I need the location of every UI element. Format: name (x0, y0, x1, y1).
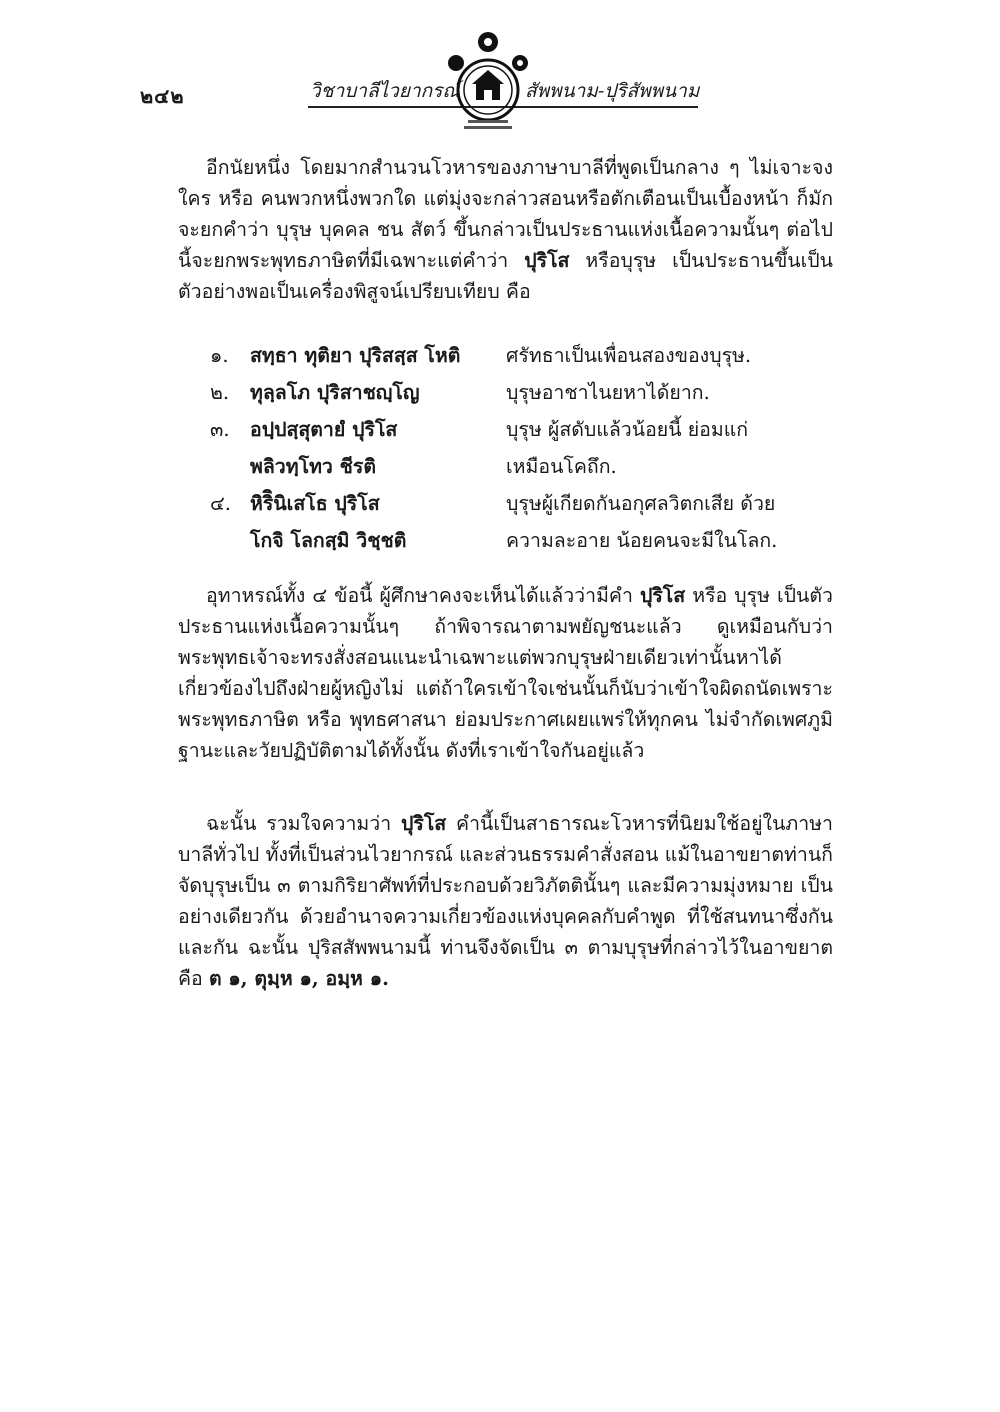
example-number: ๒. (210, 381, 230, 404)
example-translation: เหมือนโคถึก. (506, 455, 617, 478)
example-number: ๓. (210, 418, 230, 441)
example-translation: บุรุษ ผู้สดับแล้วน้อยนี้ ย่อมแก่ (506, 418, 749, 441)
header-book-title: วิชาบาลีไวยากรณ์ (310, 80, 460, 102)
paragraph-1-keyword: ปุริโส (524, 249, 570, 272)
paragraph-3-text-b: คำนี้เป็นสาธารณะโวหารที่นิยมใช้อยู่ในภาษาบาลีทั่วไป ทั้งที่เป็นส่วนไวยากรณ์ และส่วนธรรมคำสั่งสอน แม้ในอาขยาตท่านก็จัดบุรุษเป็น ๓ ตามกิริยาศัพท์ที่ประกอบด้วยวิภัตตินั้นๆ และมีความมุ่งหมาย เป็นอย่างเดียวกัน ด้วยอำนาจความเกี่ยวข้องแห่งบุคคลกับคำพูด ที่ใช้สนทนาซึ่งกันและกัน ฉะนั้น ปุริสสัพพนามนี้ ท่านจึงจัดเป็น ๓ ตามบุรุษที่กล่าวไว้ในอาขยาต คือ (178, 812, 834, 990)
header-chapter-title: สัพพนาม-ปุริสัพพนาม (525, 80, 700, 102)
example-row (210, 340, 830, 377)
paragraph-1-text-b: หรือบุรุษ เป็นประธานขึ้นเป็นตัวอย่างพอเป็นเครื่องพิสูจน์เปรียบเทียบ คือ (178, 249, 834, 303)
example-list (210, 340, 830, 562)
example-translation: ศรัทธาเป็นเพื่อนสองของบุรุษ. (506, 344, 752, 367)
example-pali: โกจิ โลกสฺมิ วิชฺชติ (250, 529, 407, 552)
example-number: ๑. (210, 344, 229, 367)
example-row (210, 488, 830, 525)
paragraph-2-keyword: ปุริโส (639, 584, 686, 607)
institution-seal-icon (438, 28, 538, 138)
paragraph-3 (178, 808, 833, 994)
paragraph-1 (178, 152, 833, 307)
page-number: ๒๔๒ (140, 84, 185, 108)
example-pali: สทฺธา ทุติยา ปุริสสฺส โหติ (250, 344, 461, 367)
example-pali: ทุลฺลโภ ปุริสาชญฺโญ (250, 381, 420, 404)
paragraph-3-text-a: ฉะนั้น รวมใจความว่า (206, 812, 392, 835)
paragraph-2-text-b: หรือ บุรุษ เป็นตัวประธานแห่งเนื้อความนั้นๆ ถ้าพิจารณาตามพยัญชนะแล้ว ดูเหมือนกับว่าพระพุทธเจ้าจะทรงสั่งสอนแนะนำเฉพาะแต่พวกบุรุษฝ่ายเดียวเท่านั้นหาได้เกี่ยวข้องไปถึงฝ่ายผู้หญิงไม่ แต่ถ้าใครเข้าใจเช่นนั้นก็นับว่าเข้าใจผิดถนัดเพราะพระพุทธภาษิต หรือ พุทธศาสนา ย่อมประกาศเผยแพร่ให้ทุกคน ไม่จำกัดเพศภูมิฐานะและวัยปฏิบัติตามได้ทั้งนั้น ดังที่เราเข้าใจกันอยู่แล้ว (178, 584, 833, 762)
example-translation: บุรุษผู้เกียดกันอกุศลวิตกเสีย ด้วย (506, 492, 776, 515)
example-pali: พลิวทฺโทว ชีรติ (250, 455, 377, 478)
paragraph-3-keyword-list: ต ๑, ตุมฺห ๑, อมฺห ๑. (208, 967, 389, 990)
paragraph-2 (178, 580, 833, 766)
paragraph-1-text-a: อีกนัยหนึ่ง โดยมากสำนวนโวหารของภาษาบาลีที่พูดเป็นกลาง ๆ ไม่เจาะจงใคร หรือ คนพวกหนึ่งพวกใด แต่มุ่งจะกล่าวสอนหรือตักเตือนเป็นเบื้องหน้า ก็มักจะยกคำว่า บุรุษ บุคคล ชน สัตว์ ขึ้นกล่าวเป็นประธานแห่งเนื้อความนั้นๆ ต่อไปนี้จะยกพระพุทธภาษิตที่มีเฉพาะแต่คำว่า (178, 156, 833, 272)
example-row (210, 414, 830, 451)
example-row (210, 525, 830, 562)
example-pali: หิริินิเสโธ ปุริโส (250, 492, 380, 515)
example-pali: อปฺปสฺสุตายํ ปุริโส (250, 418, 398, 441)
example-number: ๔. (210, 492, 231, 515)
paragraph-2-text-a: อุทาหรณ์ทั้ง ๔ ข้อนี้ ผู้ศึกษาคงจะเห็นได้แล้วว่ามีคำ (206, 584, 633, 607)
example-row (210, 377, 830, 414)
example-translation: บุรุษอาชาไนยหาได้ยาก. (506, 381, 710, 404)
example-row (210, 451, 830, 488)
example-translation: ความละอาย น้อยคนจะมีในโลก. (506, 529, 778, 552)
paragraph-3-keyword: ปุริโส (400, 812, 447, 835)
page-header (140, 28, 700, 138)
